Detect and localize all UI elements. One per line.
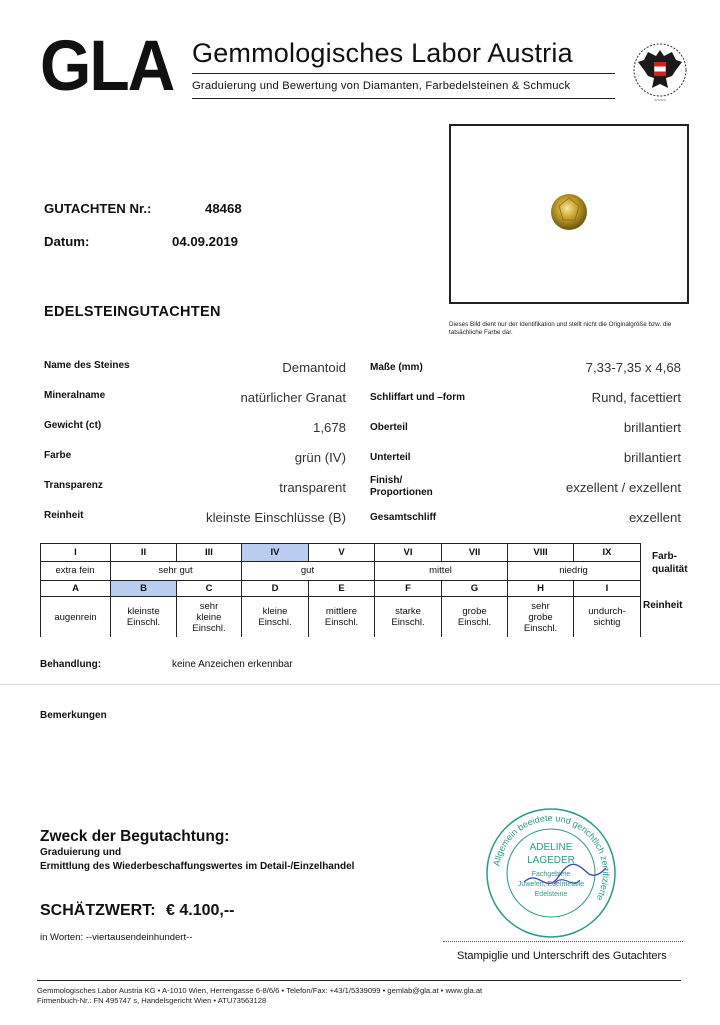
- color-scale-title-2: qualität: [652, 564, 688, 575]
- property-label-2: Proportionen: [370, 487, 433, 498]
- clarity-description: [375, 597, 441, 637]
- signature-line: [443, 941, 683, 942]
- property-value: Demantoid: [282, 360, 346, 375]
- property-value: grün (IV): [294, 450, 346, 465]
- clarity-description-line: grobe: [462, 606, 487, 617]
- stamp-name-2: LAGEDER: [527, 855, 575, 866]
- property-label: Unterteil: [370, 452, 411, 463]
- property-label: Transparenz: [44, 480, 103, 491]
- grid-line: [640, 543, 641, 561]
- clarity-grade-cell: I: [605, 583, 609, 594]
- property-value: 1,678: [312, 420, 346, 435]
- gemstone-photo: [449, 124, 689, 304]
- clarity-grade-cell: A: [72, 583, 79, 594]
- official-stamp: [484, 806, 618, 940]
- property-value: brillantiert: [623, 450, 681, 465]
- valuation-amount: € 4.100,--: [166, 902, 235, 919]
- property-label: Gesamtschliff: [370, 512, 437, 523]
- color-grade-cell: IX: [602, 547, 612, 558]
- clarity-grade-cell: G: [470, 583, 479, 594]
- color-grade-cell: I: [74, 547, 77, 558]
- purpose-line-2: Ermittlung des Wiederbeschaffungswertes im Detail-/Einzelhandel: [40, 861, 355, 872]
- clarity-scale-title: Reinheit: [643, 600, 683, 611]
- property-label: Mineralname: [44, 390, 106, 401]
- certificate-number: 48468: [205, 201, 242, 216]
- clarity-description-line: starke: [395, 606, 421, 617]
- footer-line-2: Firmenbuch-Nr.: FN 495747 s, Handelsgericht Wien • ATU73563128: [37, 996, 267, 1005]
- clarity-description: [41, 597, 110, 637]
- property-label: Farbe: [44, 450, 72, 461]
- property-value: exzellent / exzellent: [565, 480, 681, 495]
- purpose-title: Zweck der Begutachtung:: [40, 828, 230, 845]
- grid-line: [640, 561, 641, 580]
- clarity-description-line: Einschl.: [324, 617, 359, 628]
- stamp-ring-text: Allgemein beeidete und gerichtlich zertifizierte: [491, 812, 612, 903]
- clarity-grade-cell: F: [405, 583, 411, 594]
- certificate-title: EDELSTEINGUTACHTEN: [44, 304, 221, 320]
- grid-line: [640, 580, 641, 637]
- stamp-line-4: Juwelen, Edelmetalle: [517, 881, 585, 888]
- clarity-description-line: Einschl.: [457, 617, 492, 628]
- property-value: 7,33-7,35 x 4,68: [585, 360, 681, 375]
- color-grade-cell: III: [205, 547, 213, 558]
- stamp-line-3: Fachgebiete: [531, 871, 571, 878]
- certificate-date: 04.09.2019: [172, 234, 239, 249]
- property-value: kleinste Einschlüsse (B): [206, 510, 346, 525]
- lab-name: Gemmologisches Labor Austria: [192, 38, 573, 68]
- treatment-value: keine Anzeichen erkennbar: [172, 659, 293, 670]
- clarity-description: [111, 597, 176, 637]
- lab-tagline: Graduierung und Bewertung von Diamanten, Farbedelsteinen & Schmuck: [192, 80, 571, 92]
- clarity-grade-cell: B: [111, 581, 176, 596]
- property-label: Gewicht (ct): [44, 420, 102, 431]
- date-label: Datum:: [44, 234, 90, 249]
- property-label: Oberteil: [370, 422, 408, 433]
- property-label: Schliffart und –form: [370, 392, 466, 403]
- property-label: Finish/: [370, 475, 403, 486]
- clarity-grade-cell: H: [537, 583, 544, 594]
- clarity-description: [242, 597, 308, 637]
- treatment-label: Behandlung:: [40, 659, 102, 670]
- color-grade-cell: VII: [468, 547, 481, 558]
- header-divider: [192, 73, 615, 74]
- clarity-description: [508, 597, 573, 637]
- clarity-grade-cell: E: [338, 583, 345, 594]
- color-description: sehr gut: [158, 565, 193, 576]
- valuation-in-words: in Worten: --viertausendeinhundert--: [40, 932, 193, 943]
- clarity-description-line: Einschl.: [126, 617, 161, 628]
- svg-text:~~~~: ~~~~: [654, 98, 666, 104]
- clarity-description-line: undurch-: [588, 606, 626, 617]
- property-value: Rund, facettiert: [591, 390, 681, 405]
- gla-logo: GLA: [40, 25, 174, 105]
- gemstone-image: [551, 194, 587, 230]
- clarity-description: [309, 597, 374, 637]
- clarity-description-line: Einschl.: [192, 622, 226, 634]
- color-description: extra fein: [55, 565, 95, 576]
- color-grade-cell: V: [338, 547, 345, 558]
- austrian-eagle-emblem-icon: [632, 40, 688, 106]
- certificate-number-label: GUTACHTEN Nr.:: [44, 201, 152, 216]
- color-grade-cell: IV: [242, 544, 308, 561]
- footer-line-1: Gemmologisches Labor Austria KG • A-1010 Wien, Herrengasse 6-8/6/6 • Telefon/Fax: +43/1/5339099 • gemlab@gla.at • www.gla.at: [37, 986, 483, 995]
- property-value: natürlicher Granat: [240, 390, 346, 405]
- clarity-grade-cell: D: [271, 583, 279, 594]
- property-value: brillantiert: [623, 420, 681, 435]
- signature-caption: Stampiglie und Unterschrift des Gutachters: [457, 950, 667, 962]
- color-scale-title-1: Farb-: [652, 551, 677, 562]
- clarity-description-line: sehr: [199, 600, 219, 612]
- footer-divider: [37, 980, 681, 981]
- clarity-description-line: mittlere: [325, 606, 358, 617]
- color-grade-cell: VI: [403, 547, 413, 558]
- clarity-description-line: sehr: [531, 600, 550, 612]
- valuation-label: SCHÄTZWERT:: [40, 902, 156, 919]
- clarity-description: [442, 597, 507, 637]
- clarity-description: [574, 597, 640, 637]
- clarity-description-line: grobe: [528, 611, 553, 623]
- clarity-description-line: kleine: [262, 606, 288, 617]
- property-label: Name des Steines: [44, 360, 130, 371]
- clarity-description-line: Einschl.: [523, 622, 558, 634]
- stamp-line-5: Edelsteine: [534, 891, 568, 898]
- color-grade-cell: VIII: [533, 547, 548, 558]
- property-value: exzellent: [628, 510, 681, 525]
- clarity-description-line: Einschl.: [258, 617, 292, 628]
- clarity-grade-cell: C: [205, 583, 213, 594]
- clarity-description-line: sichtig: [593, 617, 621, 628]
- header-divider-bottom: [192, 98, 615, 99]
- photo-caption: Dieses Bild dient nur der Identifikation und stellt nicht die Originalgröße bzw. die tatsächliche Farbe dar.: [449, 321, 672, 336]
- clarity-description: [177, 597, 241, 637]
- clarity-description-line: Einschl.: [391, 617, 425, 628]
- color-grade-cell: II: [140, 547, 147, 558]
- color-description: mittel: [429, 565, 452, 576]
- clarity-description-line: kleine: [196, 611, 222, 623]
- fold-line: [0, 684, 720, 685]
- property-label: Maße (mm): [370, 362, 423, 373]
- stamp-name-1: ADELINE: [529, 842, 573, 853]
- clarity-description-line: kleinste: [127, 606, 160, 617]
- remarks-label: Bemerkungen: [40, 710, 107, 721]
- purpose-line-1: Graduierung und: [40, 847, 122, 858]
- property-value: transparent: [279, 480, 346, 495]
- clarity-description-line: augenrein: [54, 611, 97, 623]
- property-label: Reinheit: [44, 510, 84, 521]
- color-description: gut: [300, 565, 315, 576]
- color-description: niedrig: [559, 565, 588, 576]
